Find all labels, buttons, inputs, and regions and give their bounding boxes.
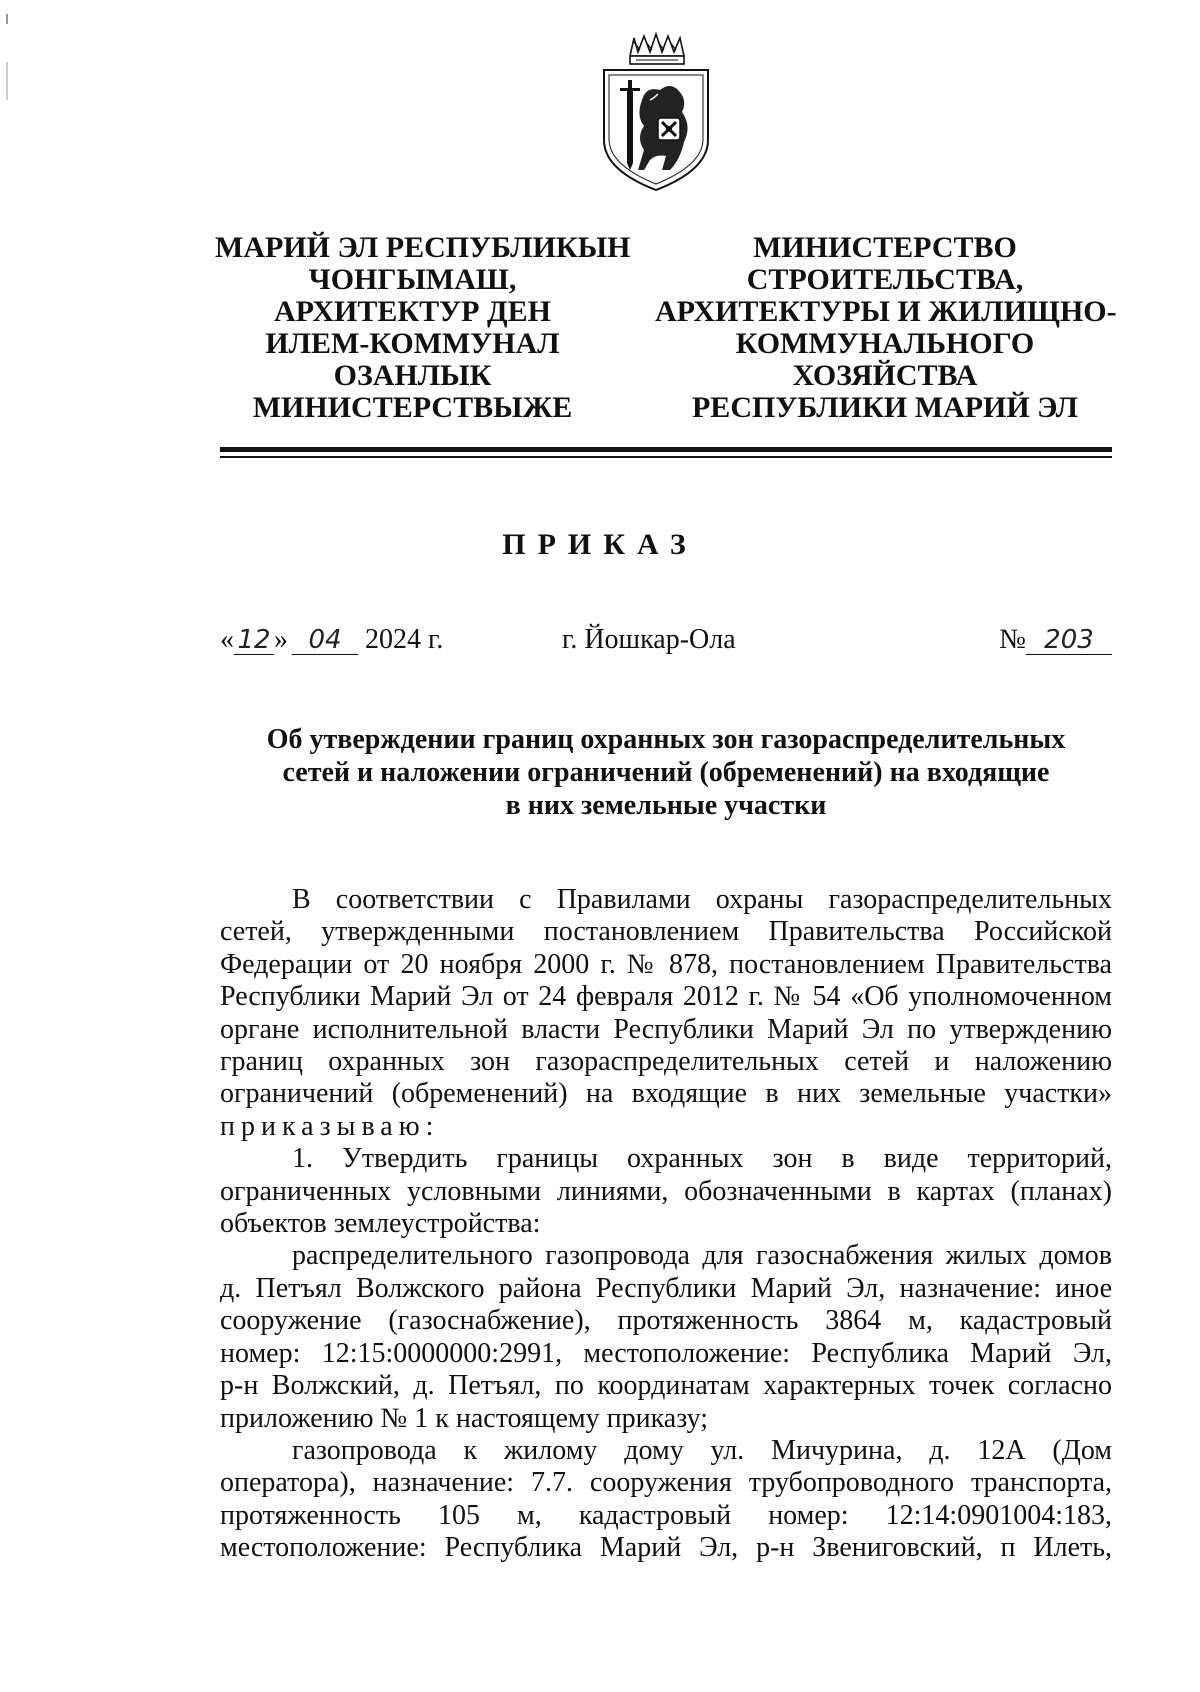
order-body (220, 884, 1112, 1565)
body-line: 1. Утвердить границы охранных зон в виде территорий, (292, 1143, 1112, 1175)
date-line (220, 624, 1112, 664)
body-line: сооружение (газоснабжение), протяженность 3864 м, кадастровый (220, 1305, 1112, 1337)
body-line: р-н Волжский, д. Петъял, по координатам характерных точек согласно (220, 1370, 1112, 1402)
body-line: ограничений (обременений) на входящие в них земельные участки» (220, 1078, 1112, 1110)
body-line: органе исполнительной власти Республики Марий Эл по утверждению (220, 1013, 1112, 1045)
body-line: д. Петъял Волжского района Республики Марий Эл, назначение: иное (220, 1272, 1112, 1304)
body-line: оператора), назначение: 7.7. сооружения трубопроводного транспорта, (220, 1467, 1112, 1499)
order-year: 2024 г. (365, 624, 444, 655)
header-divider (220, 447, 1112, 452)
header-line: ОЗАНЛЫК (333, 359, 492, 392)
header-line: ИЛЕМ-КОММУНАЛ (265, 327, 560, 360)
header-russian-ministry-name (655, 232, 1115, 424)
body-line: распределительного газопровода для газоснабжения жилых домов (292, 1240, 1112, 1272)
body-line: газопровода к жилому дому ул. Мичурина, д. 12А (Дом (292, 1434, 1112, 1466)
body-line: границ охранных зон газораспределительных сетей и наложению (220, 1046, 1112, 1078)
number-label: № (999, 624, 1026, 655)
subject-line: в них земельные участки (505, 790, 827, 821)
body-line: сетей, утвержденными постановлением Правительства Российской (220, 916, 1112, 948)
header-line: АРХИТЕКТУРЫ И ЖИЛИЩНО- (655, 295, 1117, 328)
body-line: приказываю: (220, 1110, 440, 1142)
subject-line: Об утверждении границ охранных зон газораспределительных (266, 724, 1066, 755)
body-line: Федерации от 20 ноября 2000 г. № 878, постановлением Правительства (220, 948, 1112, 980)
header-line: МИНИСТЕРСТВЫЖЕ (252, 391, 573, 424)
scan-artifact (6, 14, 8, 24)
coat-of-arms-icon (600, 30, 712, 196)
header-mari-ministry-name (215, 231, 631, 424)
header-line: ХОЗЯЙСТВА (792, 359, 978, 392)
body-line: Республики Марий Эл от 24 февраля 2012 г. № 54 «Об уполномоченном (220, 981, 1112, 1013)
body-line: приложению № 1 к настоящему приказу; (220, 1402, 709, 1434)
scan-artifact (6, 62, 8, 100)
handwritten-day: 12 (234, 626, 274, 655)
subject-line: сетей и наложении ограничений (обременений) на входящие (282, 757, 1050, 788)
header-line: РЕСПУБЛИКИ МАРИЙ ЭЛ (691, 391, 1078, 424)
body-line: объектов землеустройства: (220, 1208, 541, 1240)
close-quote: » (274, 624, 288, 655)
handwritten-month: 04 (292, 626, 358, 655)
header-line: МИНИСТЕРСТВО (753, 231, 1017, 264)
order-subject (220, 723, 1112, 822)
body-line: В соответствии с Правилами охраны газораспределительных (292, 884, 1112, 915)
order-number (999, 624, 1112, 656)
header-divider (220, 456, 1112, 458)
body-line: протяженность 105 м, кадастровый номер: 12:14:0901004:183, (220, 1499, 1112, 1531)
order-city: г. Йошкар-Ола (562, 624, 736, 655)
body-line: номер: 12:15:0000000:2991, местоположение: Республика Марий Эл, (220, 1337, 1112, 1369)
order-title: ПРИКАЗ (502, 528, 698, 561)
header-line: КОММУНАЛЬНОГО (735, 327, 1035, 360)
header-line: АРХИТЕКТУР ДЕН (273, 295, 551, 328)
body-line: ограниченных условными линиями, обозначенными в картах (планах) (220, 1175, 1112, 1207)
header-line: СТРОИТЕЛЬСТВА, (746, 263, 1024, 296)
open-quote: « (220, 624, 234, 655)
body-line: местоположение: Республика Марий Эл, р-н Звениговский, п Илеть, (220, 1532, 1112, 1564)
header-line: ЧОНГЫМАШ, (308, 263, 517, 296)
handwritten-number: 203 (1026, 626, 1112, 655)
order-date (220, 624, 443, 656)
header-line: МАРИЙ ЭЛ РЕСПУБЛИКЫН (215, 231, 631, 264)
